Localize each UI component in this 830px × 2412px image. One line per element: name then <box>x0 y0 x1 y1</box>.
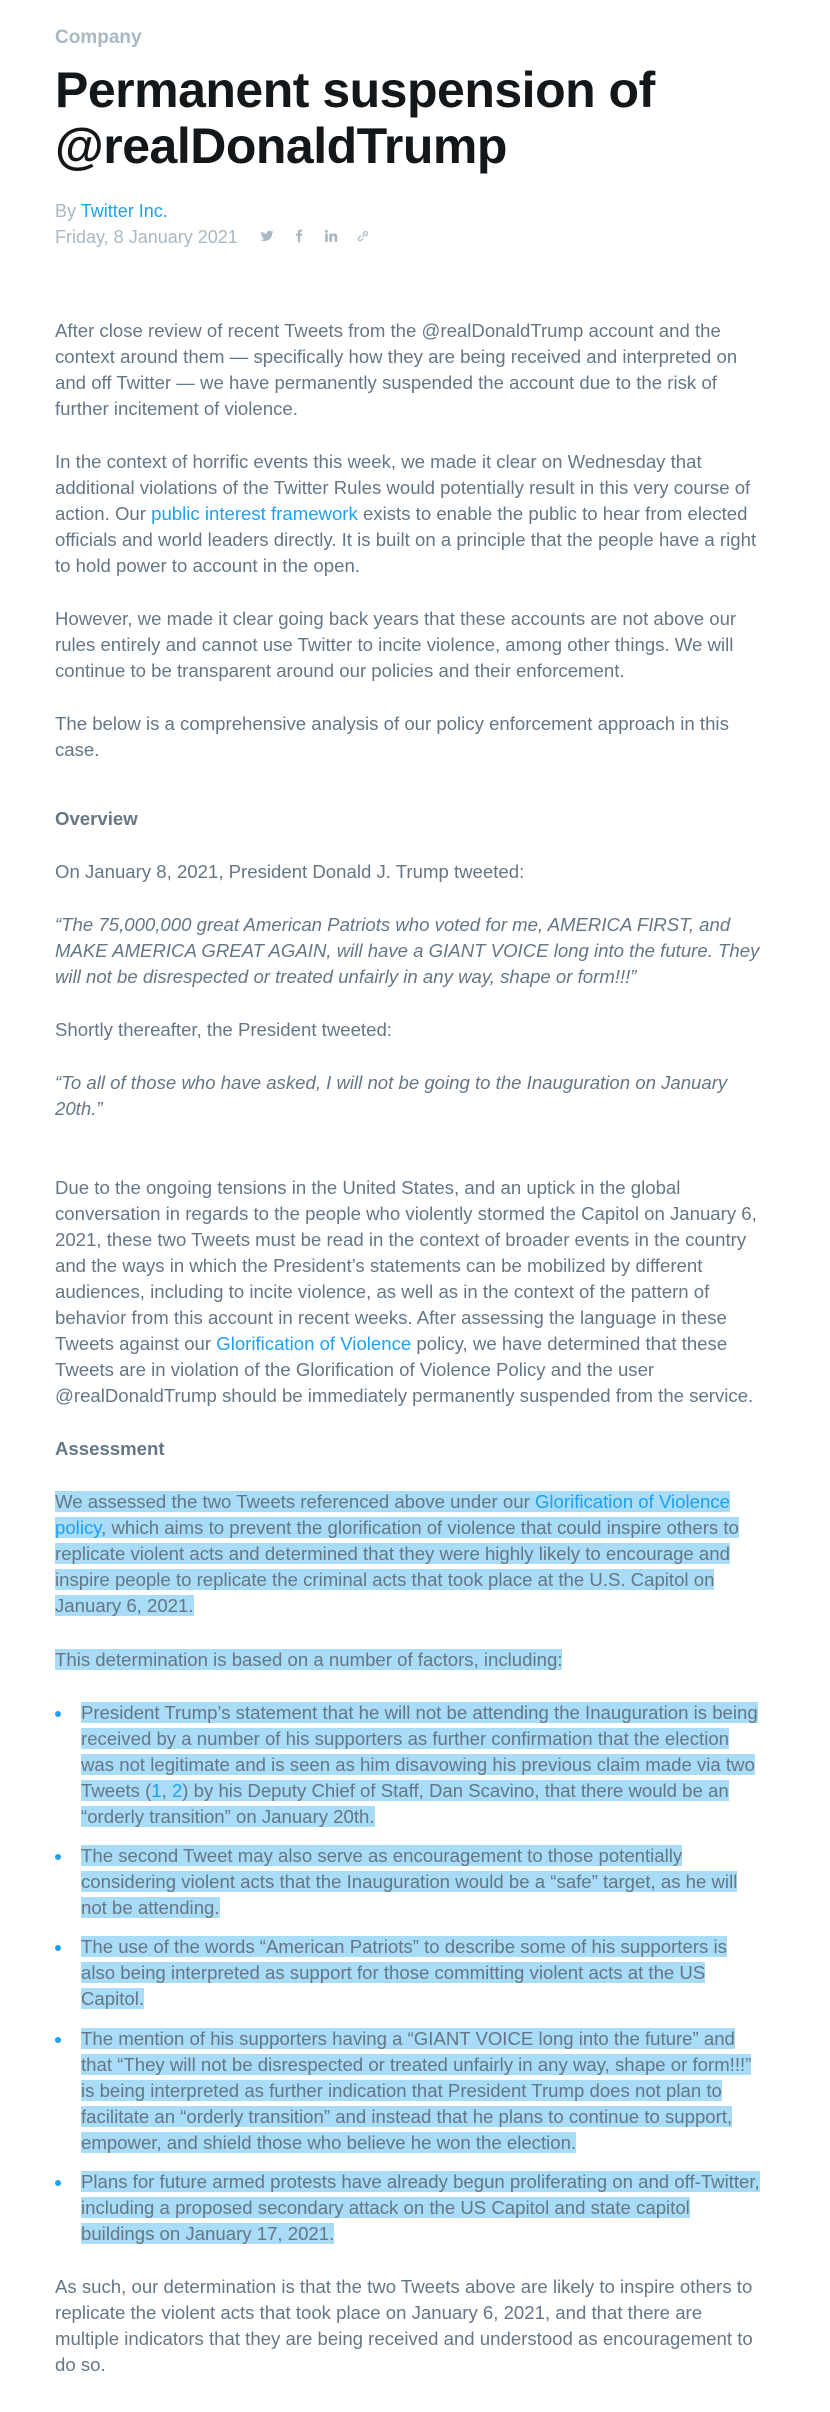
public-interest-framework-link[interactable]: public interest framework <box>151 503 358 524</box>
quote-tweet-1: “The 75,000,000 great American Patriots who voted for me, AMERICA FIRST, and MAKE AMERICA GREAT AGAIN, will have a GIANT VOICE long into the future. They will not be disrespected or treated unfairly in any way, shape or form!!!” <box>55 914 760 987</box>
dateline <box>55 227 370 248</box>
highlighted-text: The mention of his supporters having a “GIANT VOICE long into the future” and that “They will not be disrespected or treated unfairly in any way, shape or form!!!” is being interpreted as further indication that President Trump does not plan to facilitate an “orderly transition” and instead that he plans to continue to support, empower, and shield those who believe he won the election. <box>81 2028 752 2153</box>
assessment-paragraph-1 <box>55 1489 760 1619</box>
highlighted-text: The second Tweet may also serve as encouragement to those potentially considering violent acts that the Inauguration would be a “safe” target, as he will not be attending. <box>81 1845 738 1918</box>
facebook-icon[interactable] <box>292 227 306 248</box>
glorification-of-violence-policy-link[interactable]: Glorification of Violence policy <box>55 1491 730 1538</box>
list-item <box>55 1700 760 1830</box>
text: exists to enable the public to hear from elected officials and world leaders directly. It is built on a principle that the people have a right to hold power to account in the open. <box>55 503 757 576</box>
page-title: Permanent suspension of @realDonaldTrump <box>55 62 655 174</box>
text: Due to the ongoing tensions in the United States, and an uptick in the global conversation in regards to the people who violently stormed the Capitol on January 6, 2021, these two Tweets must be read in the context of broader events in the country and the ways in which the President’s statements can be mobilized by different audiences, including to incite violence, as well as in the context of the pattern of behavior from this account in recent weeks. After assessing the language in these Tweets against our <box>55 1177 757 1354</box>
overview-paragraph-2: Shortly thereafter, the President tweeted: <box>55 1019 392 1040</box>
overview-heading: Overview <box>55 808 138 829</box>
text: policy, we have determined that these Tweets are in violation of the Glorification of Violence Policy and the user @realDonaldTrump should be immediately permanently suspended from the service. <box>55 1333 754 1406</box>
twitter-icon[interactable] <box>260 227 274 248</box>
glorification-of-violence-link[interactable]: Glorification of Violence <box>216 1333 412 1354</box>
text: ) by his Deputy Chief of Staff, Dan Scavino, that there would be an “orderly transition” on January 20th. <box>81 1780 729 1827</box>
intro-paragraph-3: However, we made it clear going back years that these accounts are not above our rules entirely and cannot use Twitter to incite violence, among other things. We will continue to be transparent around our policies and their enforcement. <box>55 608 737 681</box>
intro-paragraph-2 <box>55 449 760 579</box>
publish-date: Friday, 8 January 2021 <box>55 227 238 247</box>
category-label[interactable]: Company <box>55 27 142 48</box>
share-bar <box>260 227 370 248</box>
bullet-icon <box>55 1711 61 1717</box>
factors-list <box>55 1934 760 2012</box>
factors-list <box>55 2026 760 2156</box>
link-icon[interactable] <box>356 227 370 248</box>
text: President Trump’s statement that he will not be attending the Inauguration is being received by a number of his supporters as further confirmation that the election was not legitimate and is seen as him disavowing his previous claim made via two Tweets ( <box>81 1702 758 1801</box>
highlighted-text: The use of the words “American Patriots” to describe some of his supporters is also being interpreted as support for those committing violent acts at the US Capitol. <box>81 1936 727 2009</box>
byline-prefix: By <box>55 201 81 221</box>
text: In the context of horrific events this week, we made it clear on Wednesday that additional violations of the Twitter Rules would potentially result in this very course of action. Our <box>55 451 751 524</box>
factors-list <box>55 1700 760 1830</box>
quote-tweet-2: “To all of those who have asked, I will not be going to the Inauguration on January 20th.” <box>55 1072 728 1119</box>
factors-list <box>55 2169 760 2247</box>
linkedin-icon[interactable] <box>324 227 338 248</box>
highlighted-text: Plans for future armed protests have already begun proliferating on and off-Twitter, including a proposed secondary attack on the US Capitol and state capitol buildings on January 17, 2021. <box>81 2171 760 2244</box>
bullet-icon <box>55 1945 61 1951</box>
bullet-icon <box>55 1854 61 1860</box>
bullet-icon <box>55 2180 61 2186</box>
text: , which aims to prevent the glorification of violence that could inspire others to replicate violent acts and determined that they were highly likely to encourage and inspire people to replicate the criminal acts that took place at the U.S. Capitol on January 6, 2021. <box>55 1517 739 1616</box>
author-link[interactable]: Twitter Inc. <box>80 201 168 221</box>
text: , <box>161 1780 172 1801</box>
overview-paragraph-3 <box>55 1175 760 1409</box>
intro-paragraph-4: The below is a comprehensive analysis of our policy enforcement approach in this case. <box>55 713 729 760</box>
intro-paragraph-1: After close review of recent Tweets from the @realDonaldTrump account and the context around them — specifically how they are being received and interpreted on and off Twitter — we have permanently suspended the account due to the risk of further incitement of violence. <box>55 320 738 419</box>
list-item <box>55 2169 760 2247</box>
highlighted-text <box>55 1491 739 1616</box>
list-item <box>55 1934 760 2012</box>
highlighted-text: This determination is based on a number of factors, including: <box>55 1649 563 1670</box>
assessment-heading: Assessment <box>55 1438 165 1459</box>
highlighted-text <box>81 1702 758 1827</box>
overview-paragraph-1: On January 8, 2021, President Donald J. Trump tweeted: <box>55 861 525 882</box>
byline <box>55 201 168 222</box>
bullet-icon <box>55 2037 61 2043</box>
tweet-link-2[interactable]: 2 <box>171 1780 183 1801</box>
tweet-link-1[interactable]: 1 <box>151 1780 162 1801</box>
text: We assessed the two Tweets referenced above under our <box>55 1491 535 1512</box>
list-item <box>55 1843 760 1921</box>
factors-list <box>55 1843 760 1921</box>
assessment-paragraph-2 <box>55 1647 760 1673</box>
conclusion-paragraph: As such, our determination is that the two Tweets above are likely to inspire others to replicate the violent acts that took place on January 6, 2021, and that there are multiple indicators that they are being received and understood as encouragement to do so. <box>55 2276 753 2375</box>
list-item <box>55 2026 760 2156</box>
